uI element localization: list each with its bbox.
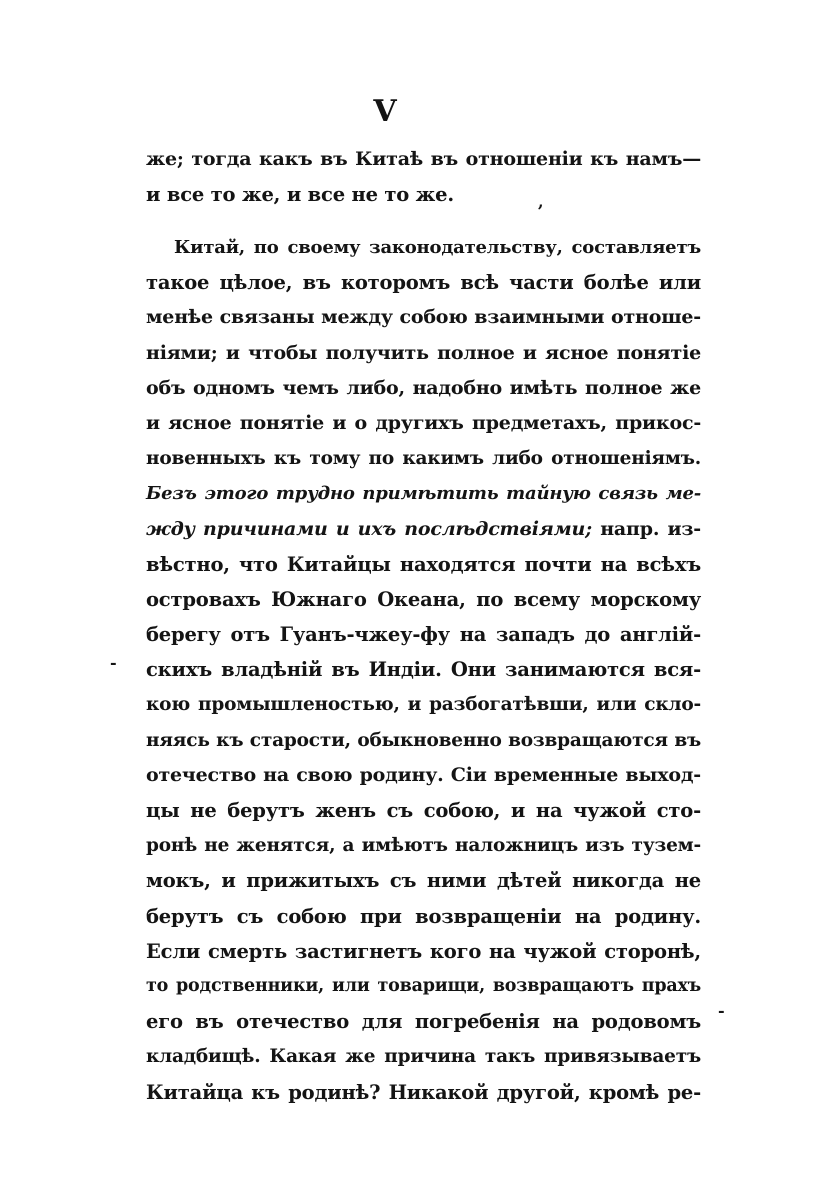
italic-fragment: жду причинами и ихъ послѣдствіями; [146, 517, 592, 540]
ink-speck: - [718, 1001, 725, 1020]
text-line: мокъ, и прижитыхъ съ ними дѣтей никогда не [146, 869, 701, 893]
text-line: и все то же, и все не то же. [146, 183, 454, 207]
text-line-italic: Безъ этого трудно примѣтить тайную связь ме- [146, 483, 701, 505]
text-line: скихъ владѣній въ Индіи. Они занимаются вся- [146, 658, 701, 682]
text-line: цы не берутъ женъ съ собою, и на чужой сто- [146, 799, 701, 822]
text-line: его въ отечество для погребенія на родовомъ [146, 1010, 701, 1034]
text-line: Китай, по своему законодательству, составляетъ [174, 237, 701, 258]
text-line: кою промышленостью, и разбогатѣвши, или скло- [146, 694, 701, 716]
text-line: вѣстно, что Китайцы находятся почти на всѣхъ [146, 552, 701, 576]
text-line: такое цѣлое, въ которомъ всѣ части болѣе или [146, 271, 701, 295]
text-line: и ясное понятіе и о другихъ предметахъ, прикос- [146, 411, 701, 434]
text-line: Китайца къ родинѣ? Никакой другой, кромѣ ре- [146, 1080, 701, 1104]
text-line: ніями; и чтобы получить полное и ясное понятіе [146, 341, 701, 364]
text-line: кладбищѣ. Какая же причина такъ привязываетъ [146, 1046, 701, 1068]
page-number: V [373, 94, 397, 129]
ink-speck: , [538, 192, 544, 211]
text-line: островахъ Южнаго Океана, по всему морскому [146, 587, 701, 611]
text-line: берегу отъ Гуанъ-чжеу-фу на западъ до англій- [146, 623, 701, 647]
text-line: ронѣ не женятся, а имѣютъ наложницъ изъ тузем- [146, 835, 701, 857]
text-line: объ одномъ чемъ либо, надобно имѣть полное же [146, 376, 701, 399]
text-line: то родственники, или товарищи, возвращаютъ прахъ [146, 975, 701, 996]
continuation-text [146, 142, 701, 212]
text-line: менѣе связаны между собою взаимными отноше- [146, 306, 701, 329]
text-line: Если смерть застигнетъ кого на чужой сторонѣ, [146, 939, 701, 963]
text-line: же; тогда какъ въ Китаѣ въ отношеніи къ намъ— [146, 148, 701, 170]
regular-fragment: напр. из- [591, 517, 701, 540]
text-line: няясь къ старости, обыкновенно возвращаются въ [146, 729, 701, 751]
text-line: берутъ съ собою при возвращеніи на родину. [146, 904, 701, 928]
ink-speck: - [110, 653, 117, 672]
text-line-mixed [146, 512, 701, 547]
text-line: отечество на свою родину. Сіи временные выход- [146, 763, 701, 786]
paragraph [146, 230, 701, 1110]
text-line: новенныхъ къ тому по какимъ либо отношеніямъ. [146, 448, 701, 470]
